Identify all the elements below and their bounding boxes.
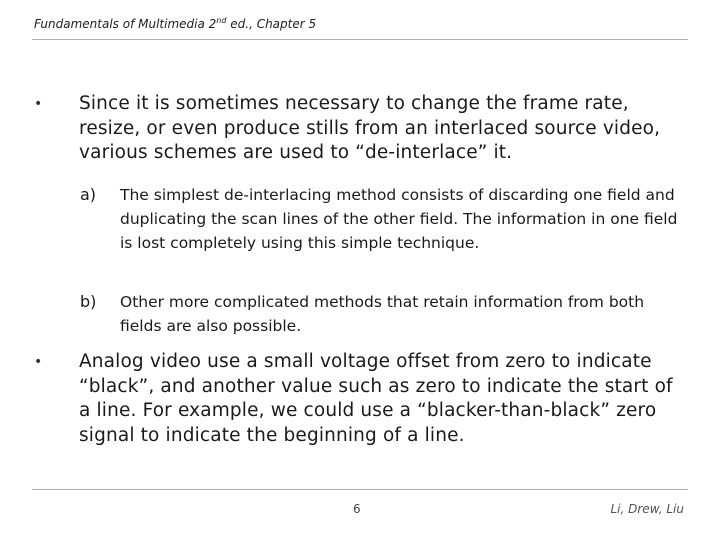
footer-authors: Li, Drew, Liu <box>610 502 684 516</box>
footer-divider <box>32 489 688 490</box>
header-divider <box>32 39 688 40</box>
subitem-text-b: Other more complicated methods that retain information from both fields are also possible. <box>120 293 645 335</box>
header-title: Fundamentals of Multimedia 2 <box>34 17 217 31</box>
slide-header <box>34 16 316 31</box>
bullet-text-2: Analog video use a small voltage offset from zero to indicate “black”, and another value such as zero to indicate the start of a line. For example, we could use a “blacker-than-black” zero signal to indicate the beginning of a line. <box>79 351 673 446</box>
header-title-suffix: ed., Chapter 5 <box>226 17 317 31</box>
subitem-text-a: The simplest de-interlacing method consists of discarding one field and duplicating the scan lines of the other field. The information in one field is lost completely using this simple technique. <box>120 186 678 252</box>
bullet-text-1: Since it is sometimes necessary to change the frame rate, resize, or even produce stills from an interlaced source video, various schemes are used to “de-interlace” it. <box>79 93 661 163</box>
header-superscript: nd <box>216 16 227 25</box>
page-number: 6 <box>353 502 361 516</box>
subitem-label-b: b) <box>80 292 97 311</box>
subitem-label-a: a) <box>80 185 97 204</box>
bullet-marker-2: • <box>34 354 43 370</box>
bullet-marker-1: • <box>34 96 43 112</box>
